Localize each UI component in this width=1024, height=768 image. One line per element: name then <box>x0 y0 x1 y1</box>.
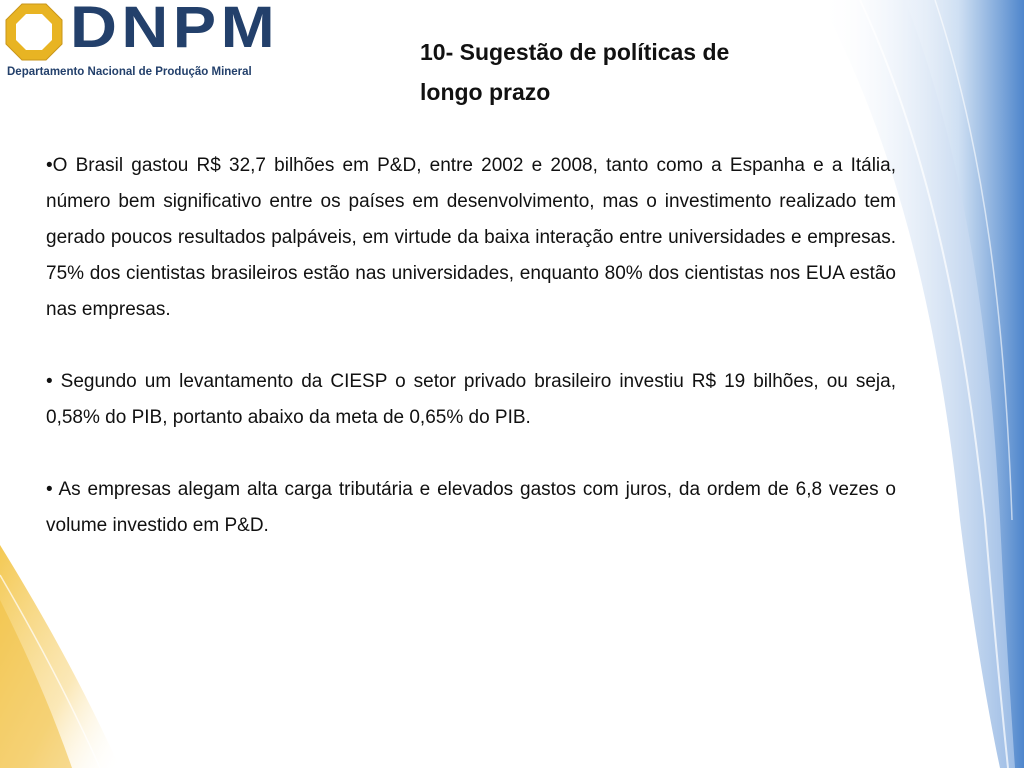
slide-title-line-2: longo prazo <box>420 79 551 105</box>
logo-caption: Departamento Nacional de Produção Mineral <box>7 66 252 78</box>
dnpm-logo <box>4 2 296 84</box>
slide-title-line-1: 10- Sugestão de políticas de <box>420 39 730 65</box>
slide-body <box>46 148 896 544</box>
bullet-paragraph-3: • As empresas alegam alta carga tributária e elevados gastos com juros, da ordem de 6,8 vezes o volume investido em P&D. <box>46 479 896 536</box>
bullet-paragraph-1: •O Brasil gastou R$ 32,7 bilhões em P&D, entre 2002 e 2008, tanto como a Espanha e a Itália, número bem significativo entre os países em desenvolvimento, mas o investimento realizado tem gerado poucos resultados palpáveis, em virtude da baixa interação entre universidades e empresas. 75% dos cientistas brasileiros estão nas universidades, enquanto 80% dos cientistas nos EUA estão nas empresas. <box>46 155 896 320</box>
slide-title <box>420 32 820 112</box>
dnpm-logo-mark-icon <box>4 2 64 62</box>
logo-wordmark: DNPM <box>70 0 280 60</box>
bullet-paragraph-2: • Segundo um levantamento da CIESP o setor privado brasileiro investiu R$ 19 bilhões, ou seja, 0,58% do PIB, portanto abaixo da meta de 0,65% do PIB. <box>46 371 896 428</box>
